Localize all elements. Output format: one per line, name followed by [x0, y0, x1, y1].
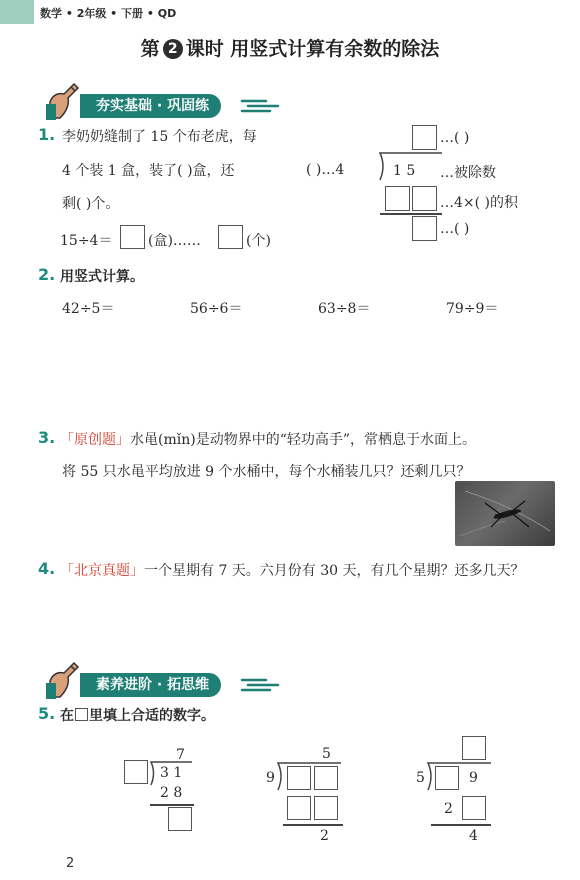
p2-dividend-tens-box[interactable] — [287, 766, 311, 790]
pencil-hand-icon — [44, 80, 84, 120]
remainder-box[interactable] — [412, 216, 437, 241]
q5-label — [60, 705, 215, 725]
wave-decoration-icon — [240, 98, 280, 114]
p2-divisor: 9 — [266, 770, 275, 786]
remainder-note: …( ) — [440, 221, 470, 237]
q2-problem: 79÷9＝ — [446, 301, 499, 317]
q1-equation-left: 15÷4＝ — [60, 233, 113, 249]
q3-text: 水黾(mǐn)是动物界中的“轻功高手”，常栖息于水面上。 — [130, 432, 477, 448]
question-3-number: 3. — [38, 428, 56, 447]
q2-label: 用竖式计算。 — [60, 269, 144, 285]
wave-decoration-icon — [240, 677, 280, 693]
p2-product-tens-box[interactable] — [287, 796, 311, 820]
question-2-number: 2. — [38, 265, 56, 284]
breadcrumb: 数学 • 2年级 • 下册 • QD — [40, 7, 177, 20]
p3-divisor: 5 — [416, 770, 425, 786]
title-text: 课时 用竖式计算有余数的除法 — [185, 38, 440, 60]
header-color-block — [0, 0, 34, 24]
title-prefix: 第 — [140, 38, 160, 60]
answer-box[interactable] — [218, 225, 243, 249]
product-note: …4×( )的积 — [440, 195, 519, 211]
p3-dividend-tens-box[interactable] — [435, 766, 459, 790]
subtraction-line — [283, 824, 343, 826]
q3-line1 — [60, 429, 476, 449]
pencil-hand-icon — [44, 659, 84, 699]
answer-box[interactable] — [120, 225, 145, 249]
p2-dividend-ones-box[interactable] — [314, 766, 338, 790]
blank-box-icon — [75, 708, 88, 721]
p1-product: 2 8 — [160, 785, 183, 801]
q2-problem: 63÷8＝ — [318, 301, 371, 317]
page-title — [0, 34, 580, 61]
lesson-number-badge: 2 — [163, 39, 183, 59]
q1-line3: 剩( )个。 — [62, 196, 120, 212]
subtraction-line — [380, 213, 442, 215]
product-box-ones[interactable] — [412, 186, 437, 211]
dividend: 1 5 — [393, 163, 416, 179]
divisor-note: ( )…4 — [306, 162, 345, 178]
q4-text: 一个星期有 7 天。六月份有 30 天，有几个星期？还多几天？ — [144, 563, 525, 579]
p3-quotient-box[interactable] — [462, 736, 486, 760]
q2-problem: 42÷5＝ — [62, 301, 115, 317]
p1-remainder-box[interactable] — [168, 807, 192, 831]
p1-dividend: 3 1 — [160, 765, 183, 781]
question-tag: 「原创题」 — [60, 432, 130, 448]
dividend-note: …被除数 — [440, 165, 496, 181]
p1-quotient: 7 — [176, 747, 185, 763]
section-banner-basic — [44, 94, 284, 118]
subtraction-line — [150, 804, 194, 806]
p2-quotient: 5 — [322, 746, 331, 762]
q3-line2: 将 55 只水黾平均放进 9 个水桶中，每个水桶装几只？还剩几只？ — [62, 464, 471, 480]
q1-equation-unit1: (盒)…… — [148, 233, 201, 249]
page-header — [0, 0, 580, 24]
section-label: 素养进阶 · 拓思维 — [80, 673, 221, 697]
p3-remainder: 4 — [469, 828, 478, 844]
question-4-number: 4. — [38, 559, 56, 578]
product-box-tens[interactable] — [385, 186, 410, 211]
p2-product-ones-box[interactable] — [314, 796, 338, 820]
q1-equation-unit2: (个) — [246, 233, 271, 249]
p1-divisor-box[interactable] — [124, 760, 148, 784]
q2-problem: 56÷6＝ — [190, 301, 243, 317]
question-5-number: 5. — [38, 704, 56, 723]
q1-line1: 李奶奶缝制了 15 个布老虎，每 — [62, 129, 257, 145]
section-label: 夯实基础 · 巩固练 — [80, 94, 221, 118]
water-strider-icon — [455, 481, 555, 546]
q1-line2: 4 个装 1 盒，装了( )盒，还 — [62, 163, 235, 179]
subtraction-line — [431, 824, 491, 826]
water-strider-photo — [455, 481, 555, 546]
question-1-number: 1. — [38, 125, 56, 144]
q5-label-post: 里填上合适的数字。 — [89, 708, 215, 724]
p2-remainder: 2 — [320, 828, 329, 844]
question-tag: 「北京真题」 — [60, 563, 144, 579]
q4-line — [60, 560, 525, 580]
section-banner-advanced — [44, 673, 284, 697]
p3-product-tens: 2 — [444, 801, 453, 817]
p3-dividend-ones: 9 — [469, 770, 478, 786]
quotient-note: …( ) — [440, 130, 470, 146]
page-number: 2 — [66, 856, 75, 871]
p3-product-ones-box[interactable] — [462, 796, 486, 820]
quotient-box[interactable] — [412, 125, 437, 150]
q5-label-pre: 在 — [60, 708, 74, 724]
